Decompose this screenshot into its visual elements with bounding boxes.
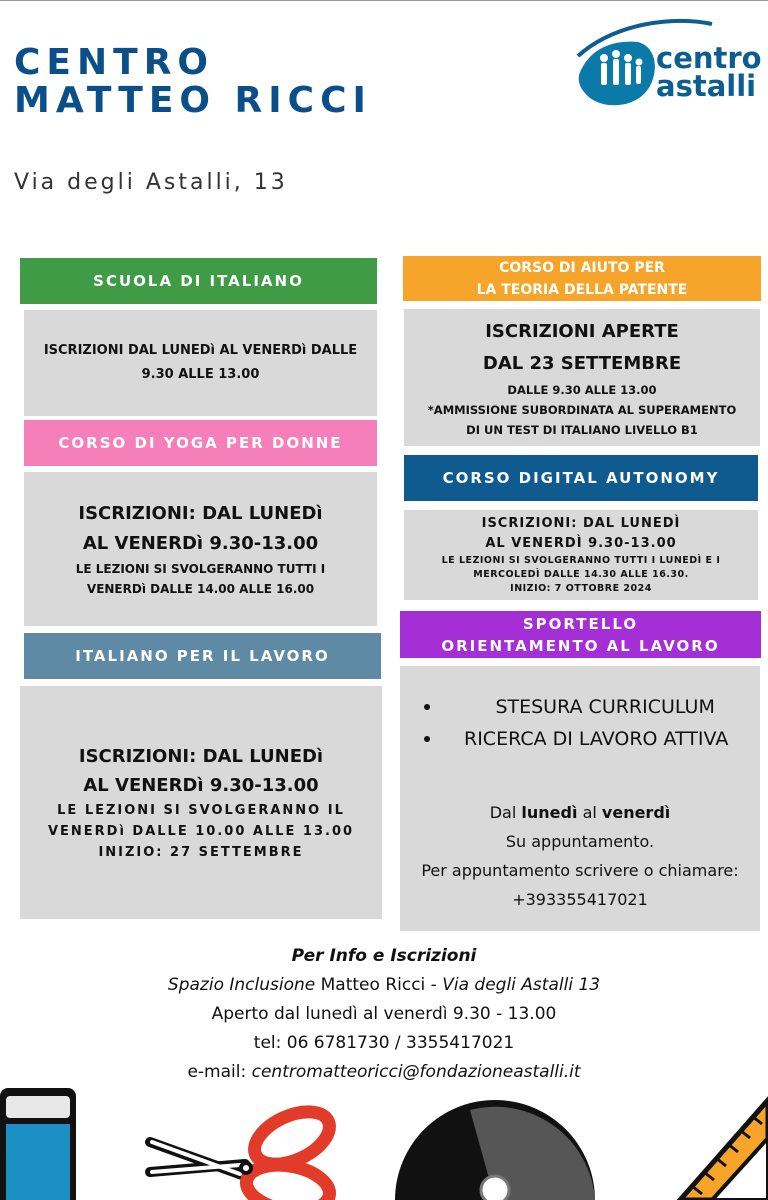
patente-line-5: DI UN TEST DI ITALIANO LIVELLO B1 <box>466 422 698 437</box>
digital-box <box>404 510 758 600</box>
scuola-title: SCUOLA DI ITALIANO <box>93 272 304 290</box>
digital-line-3: LE LEZIONI SI SVOLGERANNO TUTTI I LUNEDÌ E I <box>441 555 721 566</box>
sportello-bullet-list <box>424 691 728 755</box>
lavoro-title: ITALIANO PER IL LAVORO <box>75 647 330 665</box>
ruler-icon <box>680 1100 768 1200</box>
logo-line-1: centro <box>656 41 762 75</box>
patente-line-2: DAL 23 SETTEMBRE <box>482 352 682 374</box>
scuola-text: ISCRIZIONI DAL LUNEDì AL VENERDì DALLE 9.30 ALLE 13.00 <box>43 343 358 382</box>
bullet-curriculum <box>424 691 728 723</box>
sportello-details-box <box>400 780 760 931</box>
lavoro-box <box>20 686 382 919</box>
lavoro-header <box>24 633 381 679</box>
sportello-bullets-box <box>400 666 760 780</box>
yoga-line-4: VENERDì DALLE 14.00 ALLE 16.00 <box>86 582 315 596</box>
eraser-icon <box>0 1088 76 1200</box>
place-name: Matteo Ricci <box>320 975 426 995</box>
patente-line-3: DALLE 9.30 ALLE 13.00 <box>507 382 657 397</box>
sportello-title-2: ORIENTAMENTO AL LAVORO <box>441 636 720 655</box>
scissors-icon <box>150 1101 338 1200</box>
info-place <box>0 971 768 1000</box>
email-address[interactable]: centromatteoricci@fondazioneastalli.it <box>251 1062 581 1082</box>
lavoro-line-2: AL VENERDì 9.30-13.00 <box>83 775 319 796</box>
bullet-ricerca <box>424 723 728 755</box>
place-italic: Spazio Inclusione <box>167 975 316 995</box>
lavoro-line-5: INIZIO: 27 SETTEMBRE <box>98 845 304 860</box>
sportello-contact-text: Per appuntamento scrivere o chiamare: <box>421 860 739 880</box>
lavoro-line-4: VENERDì DALLE 10.00 ALLE 13.00 <box>47 824 355 839</box>
lavoro-line-1: ISCRIZIONI: DAL LUNEDì <box>78 746 324 767</box>
scuola-header <box>20 258 377 304</box>
days-mid: al <box>582 802 597 822</box>
yoga-line-1: ISCRIZIONI: DAL LUNEDì <box>78 503 323 524</box>
info-section <box>0 942 768 1087</box>
patente-line-1: ISCRIZIONI APERTE <box>485 320 679 342</box>
yoga-header <box>24 420 377 466</box>
disc-icon <box>395 1100 595 1200</box>
patente-box <box>404 309 760 446</box>
days-from: lunedì <box>521 802 578 822</box>
place-sep: - <box>425 975 443 995</box>
digital-title: CORSO DIGITAL AUTONOMY <box>442 469 720 487</box>
bullet-icon <box>424 736 430 742</box>
info-hours: Aperto dal lunedì al venerdì 9.30 - 13.00 <box>211 1004 557 1024</box>
top-border <box>0 0 768 1</box>
sportello-title-1: SPORTELLO <box>522 614 639 633</box>
scuola-box <box>24 310 377 416</box>
digital-line-5: INIZIO: 7 OTTOBRE 2024 <box>510 583 652 594</box>
bullet-icon <box>424 704 430 710</box>
sportello-header <box>400 611 761 658</box>
digital-line-4: MERCOLEDÌ DALLE 14.30 ALLE 16.30. <box>473 569 689 580</box>
title-line-2: MATTEO RICCI <box>14 80 372 121</box>
sportello-appointment: Su appuntamento. <box>505 831 655 851</box>
place-address: Via degli Astalli 13 <box>442 975 601 995</box>
yoga-title: CORSO DI YOGA PER DONNE <box>58 434 343 452</box>
digital-header <box>404 455 758 501</box>
title-line-1: CENTRO <box>14 42 215 83</box>
lavoro-line-3: LE LEZIONI SI SVOLGERANNO IL <box>57 803 345 818</box>
digital-line-2: AL VENERDÌ 9.30-13.00 <box>485 536 677 551</box>
days-to: venerdì <box>601 802 671 822</box>
bullet-text: RICERCA DI LAVORO ATTIVA <box>464 728 729 750</box>
patente-title-1: CORSO DI AIUTO PER <box>499 259 665 276</box>
info-heading: Per Info e Iscrizioni <box>291 946 477 966</box>
address: Via degli Astalli, 13 <box>14 170 288 195</box>
sportello-phone: +393355417021 <box>512 889 648 909</box>
bullet-text: STESURA CURRICULUM <box>495 696 715 718</box>
days-pre: Dal <box>489 802 517 822</box>
yoga-line-3: LE LEZIONI SI SVOLGERANNO TUTTI I <box>75 562 326 576</box>
logo-line-2: astalli <box>656 69 757 103</box>
decorative-illustrations <box>0 1080 768 1200</box>
digital-line-1: ISCRIZIONI: DAL LUNEDÌ <box>481 516 681 531</box>
patente-header <box>403 256 761 301</box>
patente-line-4: *AMMISSIONE SUBORDINATA AL SUPERAMENTO <box>427 402 737 417</box>
yoga-line-2: AL VENERDì 9.30-13.00 <box>82 533 319 554</box>
logo-text <box>656 41 762 103</box>
yoga-box <box>24 472 377 626</box>
patente-title-2: LA TEORIA DELLA PATENTE <box>476 281 688 298</box>
email-label: e-mail: <box>187 1062 247 1082</box>
sportello-days <box>490 798 671 827</box>
info-tel: tel: 06 6781730 / 3355417021 <box>253 1033 515 1053</box>
page-title <box>14 44 372 120</box>
